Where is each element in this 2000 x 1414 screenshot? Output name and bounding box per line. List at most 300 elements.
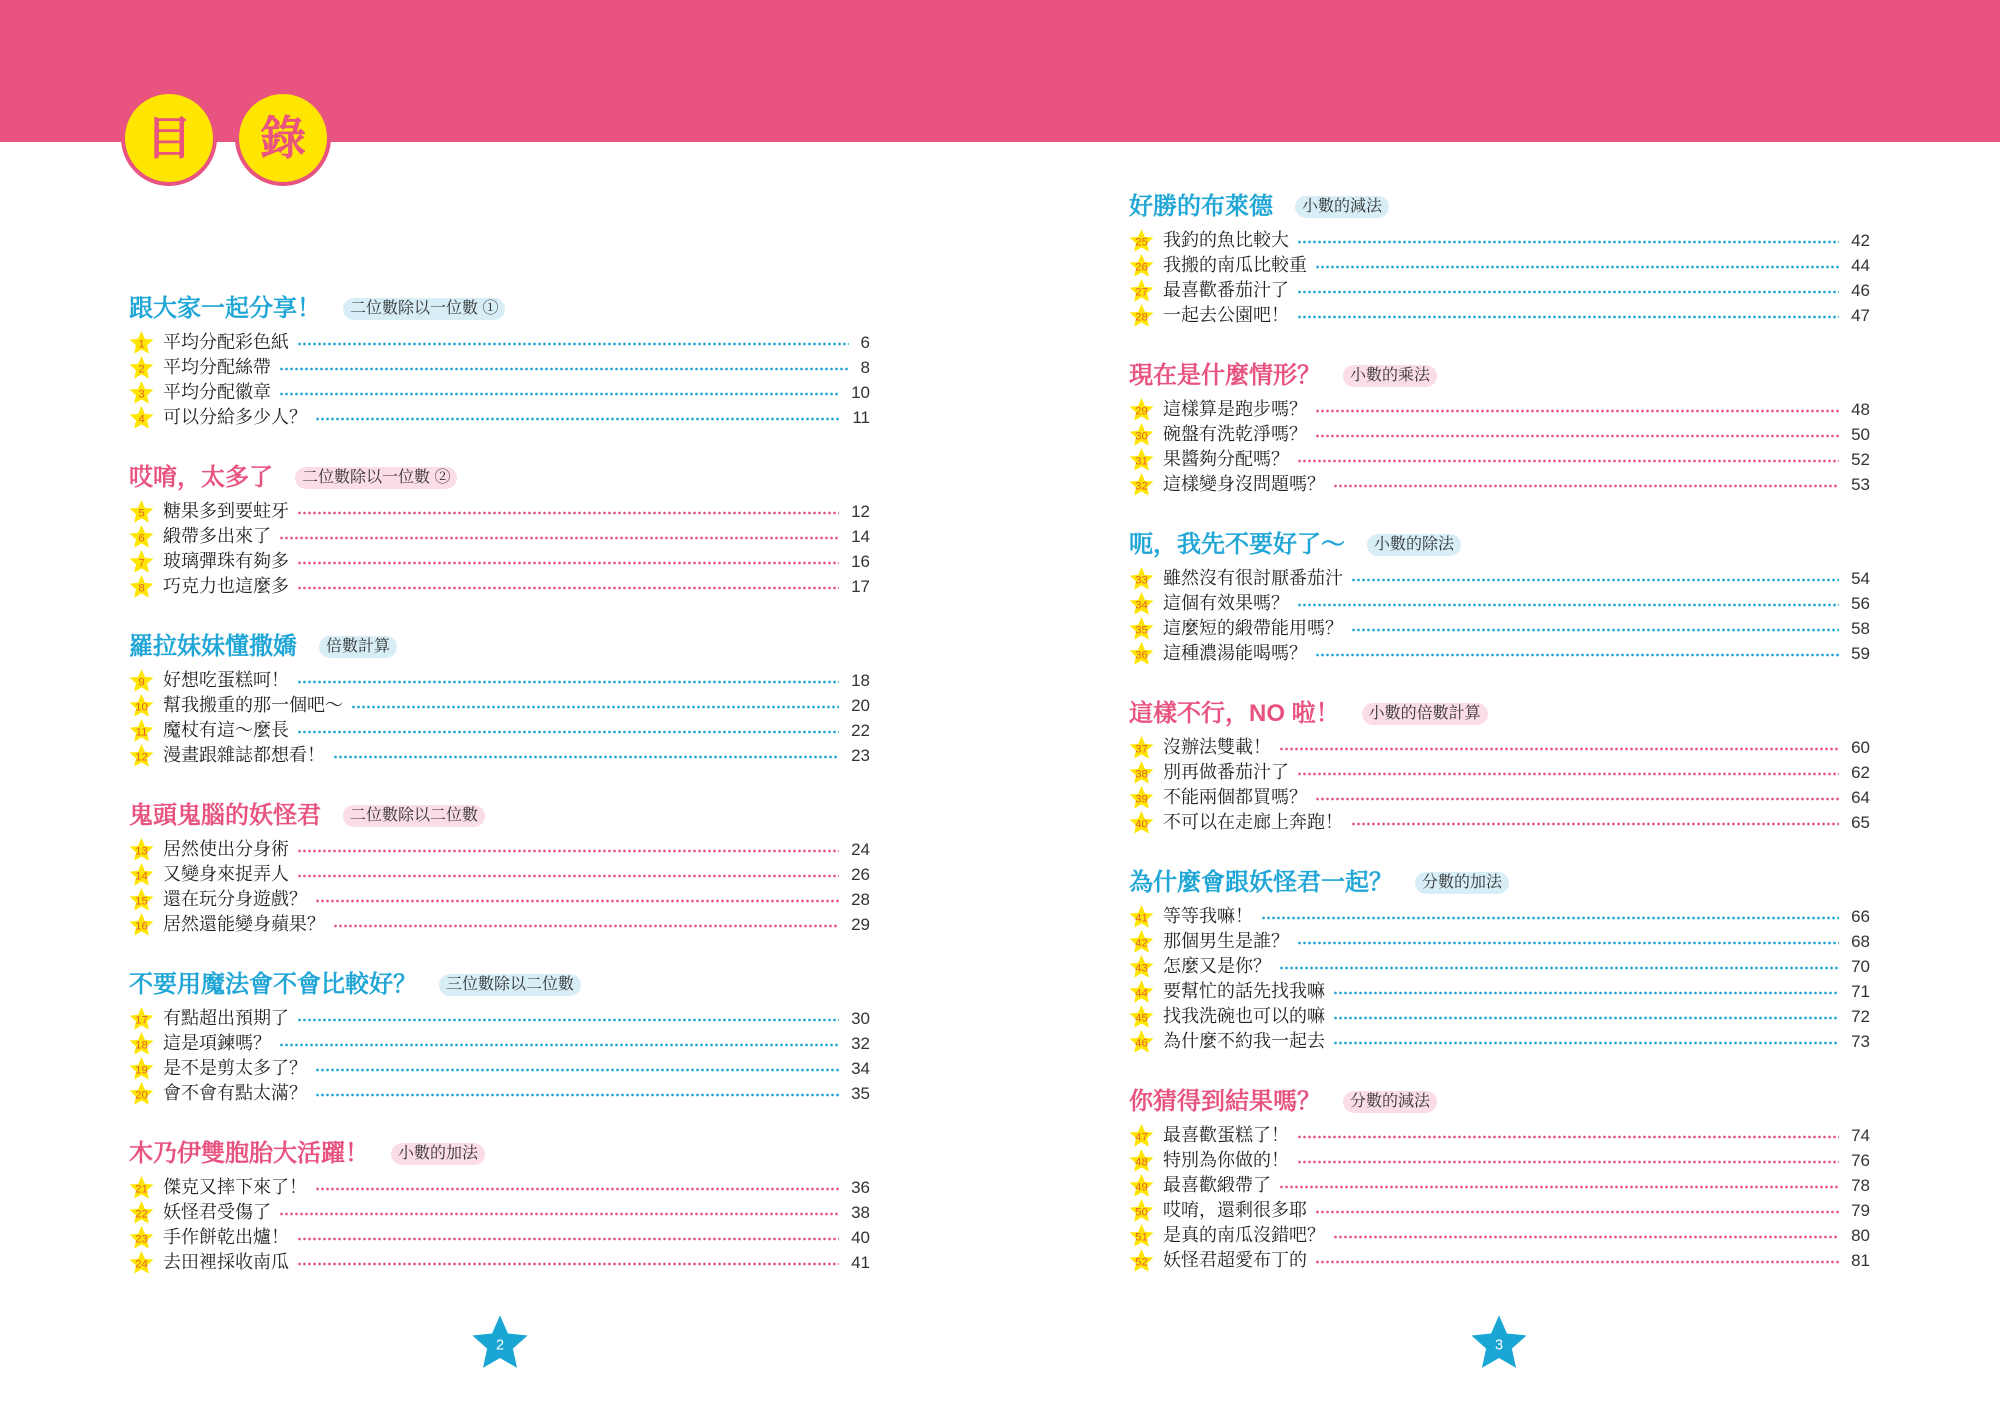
entry-page-number: 35 <box>851 1084 870 1103</box>
dot-leader <box>1333 1016 1839 1020</box>
star-number-icon <box>1129 422 1154 447</box>
toc-entry <box>1129 954 1870 979</box>
star-number-icon <box>129 862 154 887</box>
entry-title: 又變身來捉弄人 <box>163 864 289 884</box>
star-number-icon <box>1129 1123 1154 1148</box>
toc-entry <box>1129 641 1870 666</box>
entry-number: 10 <box>135 701 148 714</box>
star-number-icon <box>1129 954 1154 979</box>
entry-title: 這樣變身沒問題嗎？ <box>1163 474 1325 494</box>
section-title: 跟大家一起分享！ <box>129 295 321 322</box>
entry-title: 妖怪君超愛布丁的 <box>1163 1250 1307 1270</box>
entry-page-number: 24 <box>851 840 870 859</box>
dot-leader <box>1297 459 1839 463</box>
toc-section <box>1129 361 1870 497</box>
entry-title: 緞帶多出來了 <box>163 526 271 546</box>
entry-number: 47 <box>1135 1131 1148 1144</box>
entry-list <box>129 1006 870 1106</box>
toc-entry <box>1129 1248 1870 1273</box>
dot-leader <box>297 1018 839 1022</box>
topic-tag: 小數的加法 <box>391 1143 485 1165</box>
entry-number: 34 <box>1135 599 1148 612</box>
star-number-icon <box>1129 735 1154 760</box>
star-number-icon <box>129 1175 154 1200</box>
toc-title-char-circle: 目 <box>121 90 217 186</box>
dot-leader <box>1315 409 1839 413</box>
entry-number: 24 <box>135 1258 148 1271</box>
topic-tag: 倍數計算 <box>319 636 397 658</box>
toc-entry <box>1129 591 1870 616</box>
entry-page-number: 18 <box>851 671 870 690</box>
entry-page-number: 10 <box>851 383 870 402</box>
dot-leader <box>1333 991 1839 995</box>
entry-title: 巧克力也這麼多 <box>163 576 289 596</box>
dot-leader <box>315 1187 839 1191</box>
toc-entry <box>1129 228 1870 253</box>
star-number-icon <box>1129 447 1154 472</box>
dot-leader <box>297 342 849 346</box>
dot-leader <box>315 1093 839 1097</box>
entry-page-number: 74 <box>1851 1126 1870 1145</box>
star-number-icon <box>1129 1029 1154 1054</box>
topic-tag: 小數的減法 <box>1295 196 1389 218</box>
toc-entry <box>1129 979 1870 1004</box>
page-number-badge-left <box>471 1313 529 1371</box>
entry-title: 有點超出預期了 <box>163 1008 289 1028</box>
entry-number: 29 <box>1135 405 1148 418</box>
entry-list <box>1129 735 1870 835</box>
entry-page-number: 29 <box>851 915 870 934</box>
toc-section <box>129 463 870 599</box>
star-number-icon <box>1129 641 1154 666</box>
toc-entry <box>1129 278 1870 303</box>
entry-page-number: 76 <box>1851 1151 1870 1170</box>
entry-number: 23 <box>135 1233 148 1246</box>
page-number-badge-right <box>1470 1313 1528 1371</box>
star-number-icon <box>1129 591 1154 616</box>
toc-entry <box>1129 735 1870 760</box>
toc-entry <box>1129 397 1870 422</box>
dot-leader <box>297 586 839 590</box>
entry-page-number: 52 <box>1851 450 1870 469</box>
dot-leader <box>1333 1235 1839 1239</box>
entry-page-number: 54 <box>1851 569 1870 588</box>
entry-number: 27 <box>1135 286 1148 299</box>
entry-page-number: 62 <box>1851 763 1870 782</box>
section-title: 呃，我先不要好了～ <box>1129 531 1345 558</box>
dot-leader <box>1297 772 1839 776</box>
entry-page-number: 8 <box>860 358 870 377</box>
entry-number: 26 <box>1135 261 1148 274</box>
dot-leader <box>1315 265 1839 269</box>
entry-title: 會不會有點太滿？ <box>163 1083 307 1103</box>
entry-title: 最喜歡緞帶了 <box>1163 1175 1271 1195</box>
toc-section <box>1129 868 1870 1054</box>
dot-leader <box>1315 1260 1839 1264</box>
toc-entry <box>1129 929 1870 954</box>
entry-list <box>129 668 870 768</box>
entry-number: 42 <box>1135 937 1148 950</box>
left-page-contents <box>129 294 870 1308</box>
star-number-icon <box>129 1200 154 1225</box>
toc-entry <box>1129 904 1870 929</box>
entry-page-number: 59 <box>1851 644 1870 663</box>
section-header <box>129 632 870 662</box>
dot-leader <box>1297 1135 1839 1139</box>
toc-entry <box>129 549 870 574</box>
section-header <box>1129 361 1870 391</box>
toc-entry <box>129 862 870 887</box>
entry-page-number: 78 <box>1851 1176 1870 1195</box>
toc-entry <box>129 1225 870 1250</box>
entry-title: 最喜歡番茄汁了 <box>1163 280 1289 300</box>
page-number: 3 <box>1494 1337 1504 1354</box>
toc-entry <box>1129 253 1870 278</box>
section-title: 為什麼會跟妖怪君一起？ <box>1129 869 1393 896</box>
entry-title: 要幫忙的話先找我嘛 <box>1163 981 1325 1001</box>
star-number-icon <box>129 668 154 693</box>
entry-number: 16 <box>135 920 148 933</box>
entry-page-number: 12 <box>851 502 870 521</box>
toc-entry <box>1129 1173 1870 1198</box>
entry-title: 居然還能變身蘋果？ <box>163 914 325 934</box>
dot-leader <box>279 1212 839 1216</box>
topic-tag: 二位數除以一位數 ① <box>343 298 505 320</box>
entry-title: 妖怪君受傷了 <box>163 1202 271 1222</box>
entry-title: 居然使出分身術 <box>163 839 289 859</box>
entry-number: 32 <box>1135 480 1148 493</box>
entry-number: 49 <box>1135 1181 1148 1194</box>
topic-tag: 分數的減法 <box>1343 1091 1437 1113</box>
dot-leader <box>297 849 839 853</box>
entry-title: 平均分配絲帶 <box>163 357 271 377</box>
entry-page-number: 73 <box>1851 1032 1870 1051</box>
entry-number: 39 <box>1135 793 1148 806</box>
entry-title: 可以分給多少人？ <box>163 407 307 427</box>
section-header <box>129 294 870 324</box>
star-number-icon <box>129 887 154 912</box>
entry-title: 雖然沒有很討厭番茄汁 <box>1163 568 1343 588</box>
entry-number: 50 <box>1135 1206 1148 1219</box>
entry-title: 這種濃湯能喝嗎？ <box>1163 643 1307 663</box>
star-number-icon <box>129 1031 154 1056</box>
star-number-icon <box>129 355 154 380</box>
entry-page-number: 40 <box>851 1228 870 1247</box>
dot-leader <box>315 899 839 903</box>
dot-leader <box>1261 916 1839 920</box>
section-header <box>129 801 870 831</box>
star-number-icon <box>129 330 154 355</box>
star-number-icon <box>129 1006 154 1031</box>
toc-title-char-circle: 錄 <box>235 90 331 186</box>
entry-title: 哎唷，還剩很多耶 <box>1163 1200 1307 1220</box>
entry-number: 9 <box>138 676 145 689</box>
toc-entry <box>1129 1223 1870 1248</box>
star-number-icon <box>1129 253 1154 278</box>
section-title: 現在是什麼情形？ <box>1129 362 1321 389</box>
entry-title: 果醬夠分配嗎？ <box>1163 449 1289 469</box>
entry-title: 一起去公園吧！ <box>1163 305 1289 325</box>
toc-section <box>1129 192 1870 328</box>
dot-leader <box>1279 966 1839 970</box>
dot-leader <box>279 1043 839 1047</box>
star-number-icon <box>129 499 154 524</box>
entry-number: 13 <box>135 845 148 858</box>
entry-title: 怎麼又是你？ <box>1163 956 1271 976</box>
page-number: 2 <box>495 1337 505 1354</box>
section-header <box>129 463 870 493</box>
entry-title: 好想吃蛋糕呵！ <box>163 670 289 690</box>
toc-entry <box>1129 810 1870 835</box>
toc-entry <box>129 330 870 355</box>
section-title: 木乃伊雙胞胎大活躍！ <box>129 1140 369 1167</box>
entry-title: 這樣算是跑步嗎？ <box>1163 399 1307 419</box>
star-number-icon <box>129 718 154 743</box>
star-number-icon <box>1129 1198 1154 1223</box>
entry-page-number: 36 <box>851 1178 870 1197</box>
dot-leader <box>1297 941 1839 945</box>
entry-title: 魔杖有這～麼長 <box>163 720 289 740</box>
section-header <box>129 970 870 1000</box>
entry-number: 28 <box>1135 311 1148 324</box>
entry-page-number: 20 <box>851 696 870 715</box>
entry-number: 30 <box>1135 430 1148 443</box>
entry-page-number: 17 <box>851 577 870 596</box>
dot-leader <box>297 730 839 734</box>
entry-list <box>1129 566 1870 666</box>
star-number-icon <box>1129 472 1154 497</box>
dot-leader <box>297 680 839 684</box>
dot-leader <box>1315 797 1839 801</box>
toc-entry <box>1129 422 1870 447</box>
entry-title: 平均分配彩色紙 <box>163 332 289 352</box>
toc-entry <box>1129 472 1870 497</box>
entry-number: 17 <box>135 1014 148 1027</box>
entry-number: 41 <box>1135 912 1148 925</box>
entry-page-number: 53 <box>1851 475 1870 494</box>
entry-number: 1 <box>138 338 145 351</box>
star-number-icon <box>1129 1148 1154 1173</box>
star-number-icon <box>129 743 154 768</box>
section-title: 你猜得到結果嗎？ <box>1129 1088 1321 1115</box>
entry-page-number: 66 <box>1851 907 1870 926</box>
toc-entry <box>129 1006 870 1031</box>
entry-title: 不可以在走廊上奔跑！ <box>1163 812 1343 832</box>
dot-leader <box>297 1237 839 1241</box>
toc-entry <box>129 1250 870 1275</box>
dot-leader <box>333 755 839 759</box>
toc-entry <box>129 1081 870 1106</box>
dot-leader <box>1315 1210 1839 1214</box>
entry-page-number: 14 <box>851 527 870 546</box>
entry-page-number: 60 <box>1851 738 1870 757</box>
entry-title: 是不是剪太多了？ <box>163 1058 307 1078</box>
entry-page-number: 34 <box>851 1059 870 1078</box>
toc-entry <box>1129 1148 1870 1173</box>
toc-entry <box>1129 1029 1870 1054</box>
toc-entry <box>129 499 870 524</box>
toc-entry <box>129 574 870 599</box>
toc-entry <box>129 355 870 380</box>
dot-leader <box>1297 290 1839 294</box>
entry-number: 6 <box>138 532 145 545</box>
section-title: 這樣不行，NO 啦！ <box>1129 700 1340 727</box>
entry-number: 21 <box>135 1183 148 1196</box>
toc-entry <box>1129 566 1870 591</box>
dot-leader <box>297 511 839 515</box>
entry-page-number: 79 <box>1851 1201 1870 1220</box>
star-number-icon <box>1129 616 1154 641</box>
entry-page-number: 71 <box>1851 982 1870 1001</box>
entry-number: 36 <box>1135 649 1148 662</box>
star-number-icon <box>129 693 154 718</box>
star-icon <box>471 1313 529 1371</box>
entry-number: 43 <box>1135 962 1148 975</box>
entry-number: 45 <box>1135 1012 1148 1025</box>
toc-entry <box>1129 760 1870 785</box>
section-title: 哎唷，太多了 <box>129 464 273 491</box>
toc-entry <box>129 1200 870 1225</box>
dot-leader <box>333 924 839 928</box>
entry-number: 4 <box>138 413 145 426</box>
entry-title: 我釣的魚比較大 <box>1163 230 1289 250</box>
entry-number: 15 <box>135 895 148 908</box>
star-number-icon <box>1129 904 1154 929</box>
entry-title: 最喜歡蛋糕了！ <box>1163 1125 1289 1145</box>
star-number-icon <box>129 1225 154 1250</box>
toc-entry <box>129 1175 870 1200</box>
dot-leader <box>279 392 839 396</box>
star-number-icon <box>1129 228 1154 253</box>
entry-title: 別再做番茄汁了 <box>1163 762 1289 782</box>
entry-page-number: 65 <box>1851 813 1870 832</box>
entry-page-number: 72 <box>1851 1007 1870 1026</box>
entry-page-number: 38 <box>851 1203 870 1222</box>
entry-number: 5 <box>138 507 145 520</box>
section-header <box>1129 192 1870 222</box>
star-number-icon <box>129 549 154 574</box>
toc-section <box>1129 699 1870 835</box>
entry-title: 我搬的南瓜比較重 <box>1163 255 1307 275</box>
entry-page-number: 6 <box>860 333 870 352</box>
toc-section <box>129 1139 870 1275</box>
topic-tag: 二位數除以二位數 <box>343 805 485 827</box>
dot-leader <box>297 561 839 565</box>
toc-entry <box>129 693 870 718</box>
entry-page-number: 81 <box>1851 1251 1870 1270</box>
entry-list <box>1129 1123 1870 1273</box>
section-header <box>1129 1087 1870 1117</box>
dot-leader <box>315 1068 839 1072</box>
entry-number: 33 <box>1135 574 1148 587</box>
entry-number: 12 <box>135 751 148 764</box>
topic-tag: 小數的除法 <box>1367 534 1461 556</box>
entry-list <box>129 1175 870 1275</box>
dot-leader <box>1279 747 1839 751</box>
dot-leader <box>1297 315 1839 319</box>
dot-leader <box>1333 484 1839 488</box>
dot-leader <box>1315 653 1839 657</box>
entry-page-number: 16 <box>851 552 870 571</box>
dot-leader <box>1333 1041 1839 1045</box>
entry-title: 幫我搬重的那一個吧～ <box>163 695 343 715</box>
entry-number: 7 <box>138 557 145 570</box>
toc-entry <box>129 837 870 862</box>
entry-title: 那個男生是誰？ <box>1163 931 1289 951</box>
entry-page-number: 70 <box>1851 957 1870 976</box>
entry-title: 不能兩個都買嗎？ <box>1163 787 1307 807</box>
entry-number: 25 <box>1135 236 1148 249</box>
star-number-icon <box>1129 1223 1154 1248</box>
dot-leader <box>1351 578 1839 582</box>
toc-section <box>129 801 870 937</box>
section-title: 好勝的布萊德 <box>1129 193 1273 220</box>
entry-page-number: 58 <box>1851 619 1870 638</box>
star-number-icon <box>129 1081 154 1106</box>
toc-entry <box>129 887 870 912</box>
entry-page-number: 68 <box>1851 932 1870 951</box>
toc-entry <box>129 524 870 549</box>
entry-page-number: 28 <box>851 890 870 909</box>
entry-number: 51 <box>1135 1231 1148 1244</box>
entry-number: 31 <box>1135 455 1148 468</box>
star-number-icon <box>1129 278 1154 303</box>
entry-title: 去田裡採收南瓜 <box>163 1252 289 1272</box>
entry-page-number: 48 <box>1851 400 1870 419</box>
entry-number: 18 <box>135 1039 148 1052</box>
section-title: 不要用魔法會不會比較好？ <box>129 971 417 998</box>
section-header <box>129 1139 870 1169</box>
entry-title: 漫畫跟雜誌都想看！ <box>163 745 325 765</box>
entry-number: 35 <box>1135 624 1148 637</box>
toc-entry <box>129 668 870 693</box>
entry-title: 傑克又摔下來了！ <box>163 1177 307 1197</box>
entry-page-number: 41 <box>851 1253 870 1272</box>
entry-title: 為什麼不約我一起去 <box>1163 1031 1325 1051</box>
section-header <box>1129 530 1870 560</box>
section-header <box>1129 868 1870 898</box>
star-number-icon <box>1129 566 1154 591</box>
dot-leader <box>315 417 840 421</box>
entry-page-number: 23 <box>851 746 870 765</box>
toc-entry <box>1129 1198 1870 1223</box>
entry-title: 這個有效果嗎？ <box>1163 593 1289 613</box>
star-number-icon <box>1129 760 1154 785</box>
right-page-contents <box>1129 192 1870 1306</box>
entry-title: 找我洗碗也可以的嘛 <box>1163 1006 1325 1026</box>
entry-number: 8 <box>138 582 145 595</box>
toc-entry <box>129 380 870 405</box>
entry-page-number: 47 <box>1851 306 1870 325</box>
entry-number: 48 <box>1135 1156 1148 1169</box>
star-number-icon <box>1129 810 1154 835</box>
entry-list <box>1129 228 1870 328</box>
entry-page-number: 56 <box>1851 594 1870 613</box>
toc-entry <box>129 743 870 768</box>
entry-number: 52 <box>1135 1256 1148 1269</box>
entry-page-number: 30 <box>851 1009 870 1028</box>
entry-title: 玻璃彈珠有夠多 <box>163 551 289 571</box>
entry-number: 37 <box>1135 743 1148 756</box>
entry-title: 碗盤有洗乾淨嗎？ <box>1163 424 1307 444</box>
toc-section <box>1129 530 1870 666</box>
entry-number: 14 <box>135 870 148 883</box>
star-number-icon <box>129 574 154 599</box>
entry-title: 是真的南瓜沒錯吧？ <box>1163 1225 1325 1245</box>
entry-title: 糖果多到要蛀牙 <box>163 501 289 521</box>
star-number-icon <box>129 524 154 549</box>
entry-list <box>129 499 870 599</box>
